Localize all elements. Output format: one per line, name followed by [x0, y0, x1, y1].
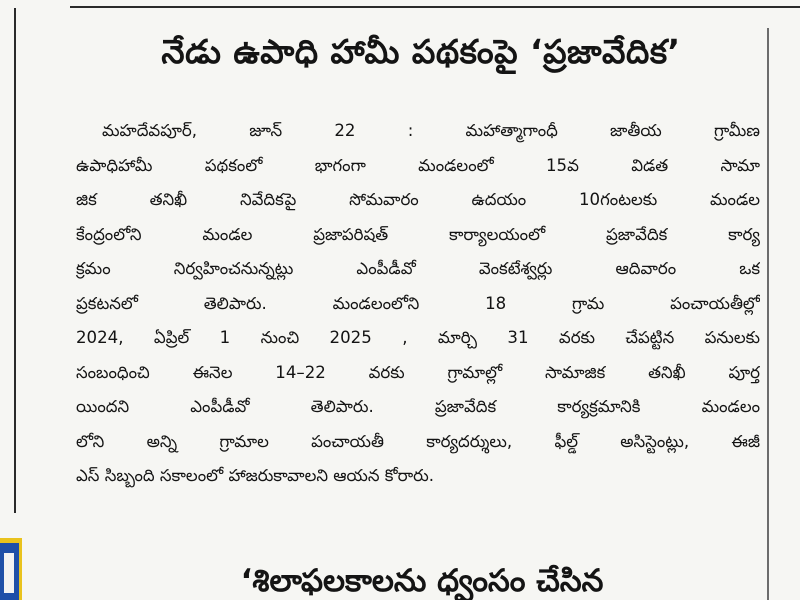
article-body-line: యిందని ఎంపీడీవో తెలిపారు. ప్రజావేదిక కార్యక్రమానికి మండలం [76, 397, 760, 416]
article-body-line: 2024, ఏప్రిల్ 1 నుంచి 2025 , మార్చి 31 వరకు చేపట్టిన పనులకు [76, 328, 760, 347]
article-body-line: లోని అన్ని గ్రామాల పంచాయతీ కార్యదర్శులు, ఫీల్డ్ అసిస్టెంట్లు, ఈజీ [76, 431, 760, 451]
article-headline: నేడు ఉపాధి హామీ పథకంపై ‘ప్రజావేదిక’ [161, 32, 681, 71]
article-body-line: ప్రకటనలో తెలిపారు. మండలంలోని 18 గ్రామ పంచాయతీల్లో [76, 293, 760, 313]
article-body-line: ఉపాధిహామీ పథకంలో భాగంగా మండలంలో 15వ విడత సామా [76, 155, 760, 175]
left-column-rule [14, 8, 16, 513]
next-article-headline: ‘శిలాఫలకాలను ధ్వంసం చేసిన [240, 563, 604, 599]
photo-highlight [4, 553, 14, 593]
article-body-line: మహదేవపూర్, జూన్ 22 : మహాత్మాగాంధీ జాతీయ గ్రామీణ [102, 121, 760, 140]
article-body [76, 114, 760, 494]
article-body-line: ఎస్ సిబ్బంది సకాలంలో హాజరుకావాలని ఆయన కోరారు. [76, 466, 434, 485]
top-column-rule [70, 6, 800, 8]
article-body-line: క్రమం నిర్వహించనున్నట్లు ఎంపీడీవో వెంకటేశ్వర్లు ఆదివారం ఒక [76, 259, 760, 278]
article-body-line: కేంద్రంలోని మండల ప్రజాపరిషత్ కార్యాలయంలో ప్రజావేదిక కార్య [76, 224, 760, 244]
adjacent-photo-fragment [0, 538, 22, 600]
right-column-rule [767, 28, 769, 600]
article-body-line: సంబంధించి ఈనెల 14–22 వరకు గ్రామాల్లో సామాజిక తనిఖీ పూర్త [76, 362, 760, 382]
article-body-line: జిక తనిఖీ నివేదికపై సోమవారం ఉదయం 10గంటలకు మండల [76, 190, 760, 209]
